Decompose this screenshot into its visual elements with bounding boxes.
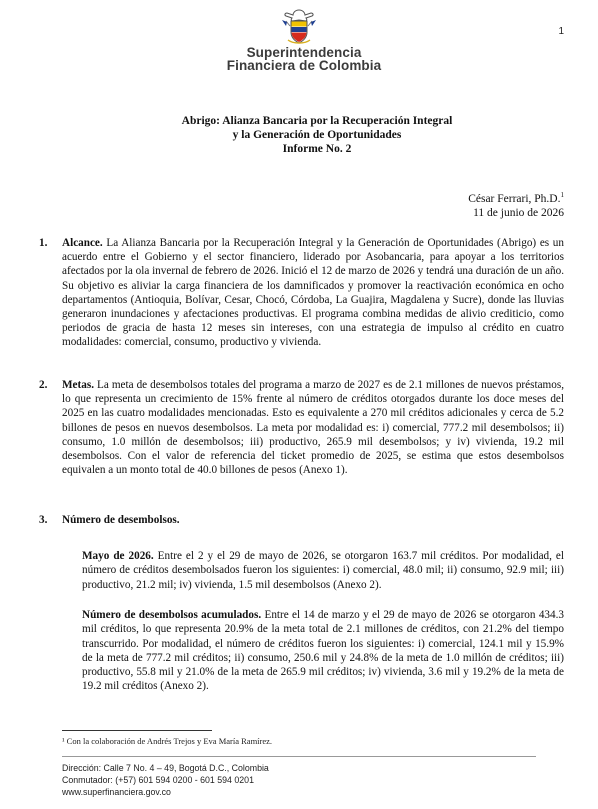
subsection-may-2026 <box>82 538 564 603</box>
footer-website[interactable]: www.superfinanciera.gov.co <box>62 786 171 797</box>
section-text: La Alianza Bancaria por la Recuperación Integral y la Generación de Oportunidades (Abrigo) es un acuerdo entre el Gobierno y el sector financiero, liderado por Asobancaria, para apoyar a los territorios afectados por la ola invernal de febrero de 2026. Inició el 12 de marzo de 2026 y tendrá una duración de un año. Su objetivo es aliviar la carga financiera de los damnificados y promover la reactivación económica en ocho departamentos (Antioquia, Bolívar, Cesar, Chocó, Córdoba, La Guajira, Magdalena y Sucre), donde las lluvias generaron inundaciones y afectaciones productivas. El programa combina medidas de alivio crediticio, como periodos de gracia de hasta 12 meses sin intereses, con una estrategia de impulso al crédito en cuatro modalidades: comercial, consumo, productivo y vivienda. <box>62 237 565 349</box>
institution-logo <box>0 8 598 72</box>
title-line-1: Abrigo: Alianza Bancaria por la Recuperación Integral <box>181 115 453 127</box>
author-block <box>468 188 564 220</box>
footer-divider <box>62 756 536 757</box>
footnote-divider <box>62 730 212 731</box>
report-title <box>0 114 598 156</box>
subsection-paragraph <box>82 608 564 693</box>
subsection-heading: Número de desembolsos acumulados. <box>82 609 262 622</box>
author-line <box>468 188 564 206</box>
brand-name-line1: Superintendencia <box>246 45 362 60</box>
section-number: 2. <box>39 379 48 391</box>
section-disbursements <box>39 513 564 527</box>
subsection-heading: Mayo de 2026. <box>82 550 154 563</box>
section-goals <box>39 378 564 477</box>
title-line-3: Informe No. 2 <box>282 143 352 155</box>
footer-phone: Conmutador: (+57) 601 594 0200 - 601 594 0201 <box>62 774 254 785</box>
subsection-text: Entre el 14 de marzo y el 29 de mayo de 2026 se otorgaron 434.3 mil créditos, lo que representa 20.9% de la meta total de 2.1 millones de créditos, con 21.2% del tiempo transcurrido. Por modalidad, el número de créditos fueron los siguientes: i) comercial, 124.1 mil y 15.9% de la meta de 777.2 mil créditos; ii) consumo, 250.6 mil y 24.8% de la meta de 1.0 millón de créditos; iii) productivo, 55.8 mil y 21.0% de la meta de 265.9 mil créditos; iv) vivienda, 3.6 mil y 19.2% de la meta de 19.2 mil créditos (Anexo 2). <box>82 609 564 693</box>
subsection-accumulated <box>82 597 564 705</box>
footer-contact <box>62 763 269 798</box>
section-number: 3. <box>39 514 48 526</box>
brand-name-line2: Financiera de Colombia <box>226 58 382 73</box>
title-line-2: y la Generación de Oportunidades <box>232 129 402 141</box>
section-heading: Alcance. <box>62 237 103 249</box>
section-heading: Número de desembolsos. <box>62 514 180 526</box>
section-paragraph <box>62 236 564 350</box>
section-heading: Metas. <box>62 379 94 391</box>
section-text: La meta de desembolsos totales del programa a marzo de 2027 es de 2.1 millones de nuevos préstamos, lo que representa un crecimiento de 15% frente al número de créditos otorgados durante los doce meses del 2025 en las cuatro modalidades mencionadas. Esto es equivalente a 270 mil créditos adicionales y cerca de 5.2 billones de pesos en nuevos desembolsos. La meta por modalidad es: i) comercial, 777.2 mil desembolsos; ii) consumo, 1.0 millón de desembolsos; iii) productivo, 265.9 mil desembolsos; y iv) vivienda, 19.2 mil desembolsos. Con el valor de referencia del ticket promedio de 2025, se estima que estos desembolsos equivalen a un monto total de 40.0 billones de pesos (Anexo 1). <box>62 379 564 477</box>
page-number: 1 <box>558 26 564 37</box>
coat-of-arms-icon <box>278 8 320 46</box>
footnote: ¹ Con la colaboración de Andrés Trejos y Eva María Ramírez. <box>62 736 273 746</box>
author-name: César Ferrari, Ph.D. <box>468 193 561 205</box>
section-number: 1. <box>39 237 48 249</box>
report-date: 11 de junio de 2026 <box>473 207 564 219</box>
subsection-paragraph <box>82 549 564 592</box>
subsection-text: Entre el 2 y el 29 de mayo de 2026, se otorgaron 163.7 mil créditos. Por modalidad, el número de créditos desembolsados fueron los siguientes: i) comercial, 48.0 mil; ii) consumo, 92.9 mil; iii) productivo, 21.2 mil; iv) vivienda, 1.5 mil desembolsos (Anexo 2). <box>82 550 564 591</box>
section-paragraph <box>62 378 564 477</box>
footnote-mark: 1 <box>560 191 564 199</box>
section-scope <box>39 236 565 350</box>
footer-address: Dirección: Calle 7 No. 4 – 49, Bogotá D.C., Colombia <box>62 763 269 773</box>
